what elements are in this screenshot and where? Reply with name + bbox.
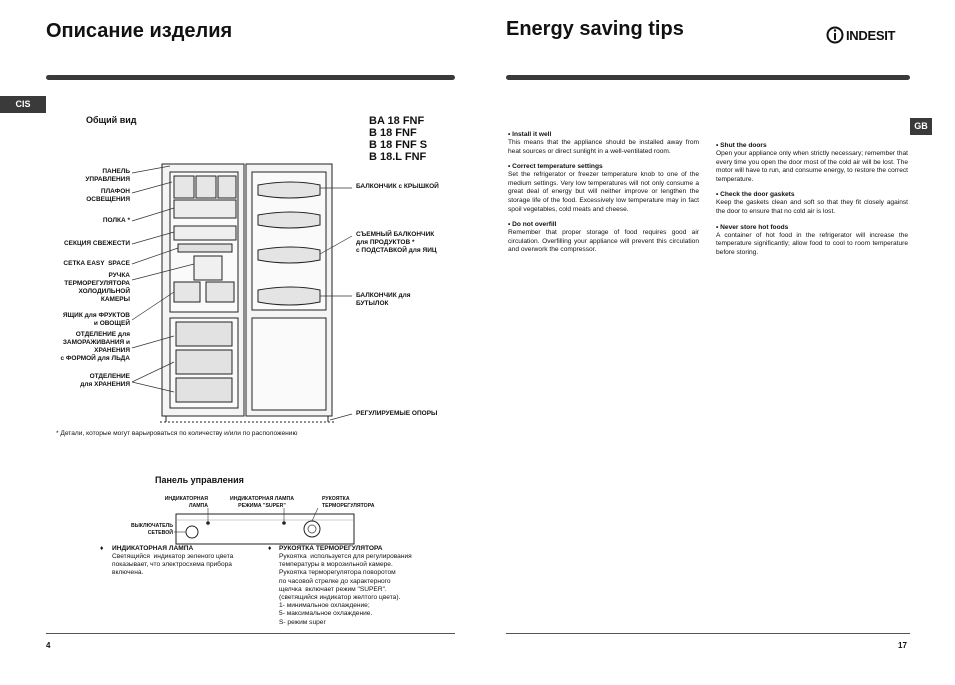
page-title-right: Energy saving tips — [506, 18, 684, 40]
super-lamp-icon — [282, 521, 286, 525]
model-name: B 18 FNF S — [369, 139, 428, 151]
label-thermostat-handle: РУЧКА ТЕРМОРЕГУЛЯТОРА ХОЛОДИЛЬНОЙ КАМЕРЫ — [64, 272, 130, 303]
label-storage-compartment: ОТДЕЛЕНИЕ для ХРАНЕНИЯ — [80, 373, 130, 388]
label-light: ПЛАФОН ОСВЕЩЕНИЯ — [86, 188, 130, 203]
brand-logo — [826, 26, 895, 44]
label-adjustable-feet: РЕГУЛИРУЕМЫЕ ОПОРЫ — [356, 410, 438, 417]
page-number-left: 4 — [46, 641, 51, 650]
tip-title: • Correct temperature settings — [508, 163, 603, 171]
tip-body: A container of hot food in the refrigerator will increase the temperature significantly; allow food to cool to room temperature before storing. — [716, 231, 908, 256]
tips-column-1 — [508, 130, 699, 255]
tip-title: • Never store hot foods — [716, 223, 789, 231]
tip-body: Open your appliance only when strictly necessary; remember that every time you open the door most of the cold air will be lost. The motor will have to run, and consume energy, to restore the correct temperature. — [716, 150, 908, 183]
footer-rule-left — [46, 633, 455, 634]
thermostat-knob-icon — [304, 521, 320, 537]
tip-body: Set the refrigerator or freezer temperature knob to one of the medium settings. Very low temperatures will not only consume a great deal of energy but will neither improve or lengthen the storage life of the food. Excessively low temperature may in fact spoil vegetables, cold meats and cheese. — [508, 171, 699, 213]
model-list — [369, 115, 427, 163]
control-panel-diagram — [170, 508, 360, 548]
page-title-left: Описание изделия — [46, 20, 233, 42]
section-control-panel: Панель управления — [155, 475, 244, 485]
label-freezer-compartment: ОТДЕЛЕНИЕ для ЗАМОРАЖИВАНИЯ и ХРАНЕНИЯ с ФОРМОЙ для ЛЬДА — [60, 331, 130, 362]
bullet-diamond-icon: ♦ — [100, 545, 104, 552]
model-name: B 18 FNF — [369, 127, 417, 139]
desc-knob-title: РУКОЯТКА ТЕРМОРЕГУЛЯТОРА — [279, 545, 383, 552]
model-name: B 18.L FNF — [369, 151, 427, 163]
desc-lamp-title: ИНДИКАТОРНАЯ ЛАМПА — [112, 545, 194, 552]
bullet-diamond-icon: ♦ — [268, 545, 272, 552]
footnote: * Детали, которые могут варьироваться по количеству и/или по расположению — [56, 430, 298, 437]
label-crisper: ЯЩИК для ФРУКТОВ и ОВОЩЕЙ — [62, 312, 130, 327]
tip-title: • Do not overfill — [508, 221, 557, 229]
label-shelf: ПОЛКА * — [102, 217, 130, 224]
label-fresh-section: СЕКЦИЯ СВЕЖЕСТИ — [63, 240, 130, 247]
language-tab-cis: CIS — [0, 96, 46, 113]
label-main-switch: ВЫКЛЮЧАТЕЛЬ СЕТЕВОЙ — [130, 523, 173, 536]
tip-title: • Check the door gaskets — [716, 191, 795, 199]
tip-title: • Install it well — [508, 131, 552, 138]
label-indicator-lamp: ИНДИКАТОРНАЯ ЛАМПА — [164, 496, 208, 509]
title-rule-left — [46, 75, 455, 80]
footer-rule-right — [506, 633, 910, 634]
label-control-panel: ПАНЕЛЬ УПРАВЛЕНИЯ — [85, 168, 130, 183]
language-tab-gb: GB — [910, 118, 932, 135]
brand-name: INDESIT — [846, 27, 896, 43]
tip-title: • Shut the doors — [716, 142, 767, 149]
tip-body: Keep the gaskets clean and soft so that they fit closely against the door to ensure that no cold air is lost. — [716, 199, 908, 215]
fridge-diagram — [130, 160, 355, 430]
title-rule-right — [506, 75, 910, 80]
desc-lamp-body: Светящийся индикатор зеленого цвета показывает, что электросхема прибора включена. — [112, 553, 234, 577]
page-number-right: 17 — [898, 641, 907, 650]
label-easy-space: СЕТКА EASY SPACE — [63, 260, 130, 267]
indicator-lamp-icon — [206, 521, 210, 525]
label-super-lamp: ИНДИКАТОРНАЯ ЛАМПА РЕЖИМА "SUPER" — [230, 496, 294, 509]
section-general-view: Общий вид — [86, 115, 137, 125]
tips-column-2 — [716, 141, 908, 257]
tip-body: This means that the appliance should be installed away from heat sources or direct sunlight in a well-ventilated room. — [508, 139, 699, 155]
indesit-logo-icon — [826, 26, 844, 44]
desc-knob-body: Рукоятка используется для регулирования температуры в морозильной камере. Рукоятка терморегулятора поворотом по часовой стрелке до характерного щелчка включает режим "SUPER". (светящийся индикатор желтого цвета). 1- минимальное охлаждение; 5- максимальное охлаждение. S- режим super — [279, 553, 412, 626]
label-covered-balcony: БАЛКОНЧИК с КРЫШКОЙ — [356, 183, 439, 190]
label-bottle-balcony: БАЛКОНЧИК для БУТЫЛОК — [356, 292, 411, 307]
tip-body: Remember that proper storage of food requires good air circulation. Overfilling your appliance will prevent this circulation and overwork the compressor. — [508, 229, 699, 254]
label-thermo-knob: РУКОЯТКА ТЕРМОРЕГУЛЯТОРА — [322, 496, 375, 509]
label-egg-balcony: СЪЕМНЫЙ БАЛКОНЧИК для ПРОДУКТОВ * с ПОДСТАВКОЙ для ЯИЦ — [356, 231, 437, 254]
model-name: BA 18 FNF — [369, 115, 425, 127]
main-switch-icon — [186, 526, 198, 538]
